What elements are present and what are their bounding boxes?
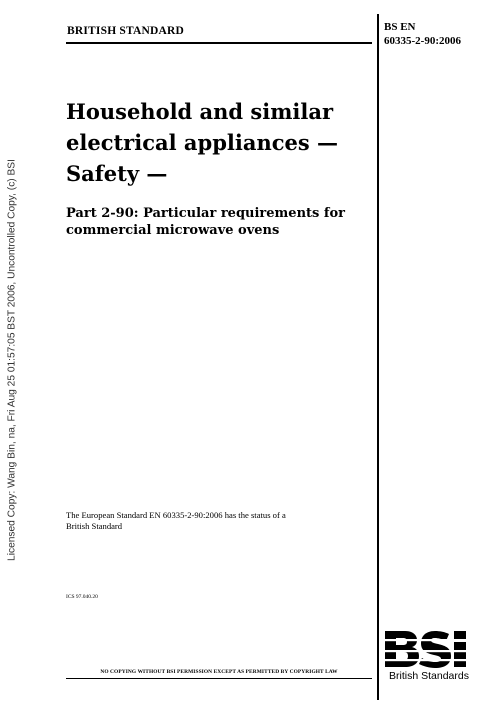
column-divider xyxy=(377,14,379,700)
licence-watermark xyxy=(3,0,21,702)
status-statement xyxy=(66,510,366,532)
licence-watermark-text: Licensed Copy: Wang Bin, na, Fri Aug 25 01:57:05 BST 2006, Uncontrolled Copy, (c) BSI xyxy=(6,159,18,561)
bsi-logo-mark xyxy=(383,628,475,670)
status-line-2: British Standard xyxy=(66,521,123,531)
copyright-notice: NO COPYING WITHOUT BSI PERMISSION EXCEPT AS PERMITTED BY COPYRIGHT LAW xyxy=(100,669,338,675)
ics-code: ICS 97.040.20 xyxy=(66,594,98,600)
bsi-logo-caption: British Standards xyxy=(389,670,469,682)
title-line-1: Household and similar xyxy=(66,99,334,124)
header-rule xyxy=(66,42,372,44)
document-subtitle xyxy=(66,205,371,239)
subtitle-line-1: Part 2-90: Particular requirements for xyxy=(66,206,345,221)
title-line-2: electrical appliances — xyxy=(66,130,338,155)
standard-number-line1: BS EN xyxy=(384,21,416,33)
title-line-3: Safety — xyxy=(66,161,168,186)
standard-label: BRITISH STANDARD xyxy=(67,25,185,37)
bsi-logo xyxy=(383,628,475,682)
document-title xyxy=(66,96,371,189)
footer-rule xyxy=(66,678,372,679)
standard-number-line2: 60335-2-90:2006 xyxy=(384,35,461,47)
standard-number xyxy=(384,20,461,48)
subtitle-line-2: commercial microwave ovens xyxy=(66,223,280,238)
status-line-1: The European Standard EN 60335-2-90:2006 has the status of a xyxy=(66,510,286,520)
